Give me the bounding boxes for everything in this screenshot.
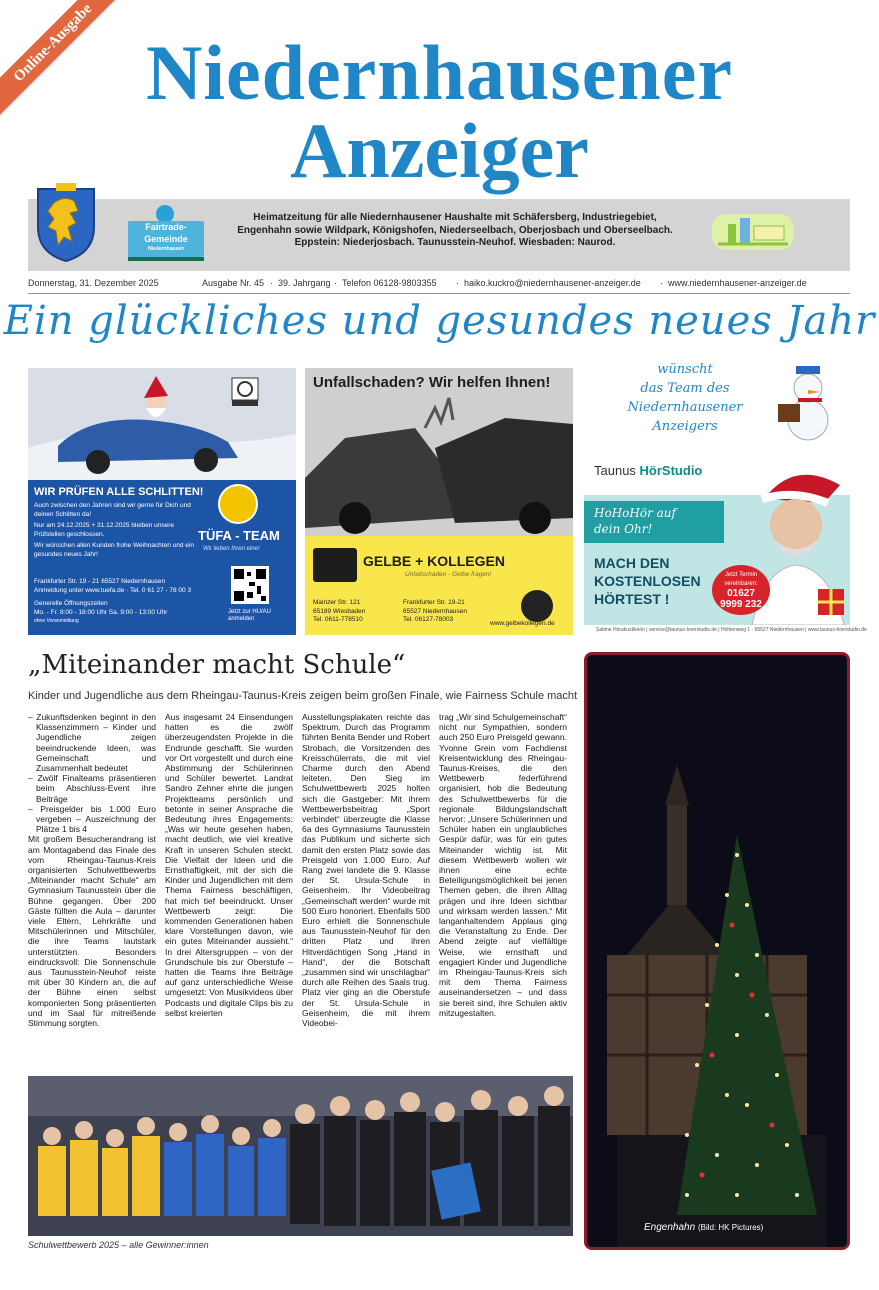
column-1-text: Mit großem Besucherandrang ist am Montagabend das Finale des vom Rheingau-Taunus-Kreis organisierten Schulwettbewerbs „Miteinander macht Schule“ am Gymnasium Taunusstein über die Bühne gegangen. Über 200 Gäste füllten die Aula – darunter viele Eltern, Lehrkräfte und Mitschülerinnen und Mitschüler, die ihre Teams lautstark unterstützten. Besonders eindrucksvoll: Die Sonnenschule aus Taunusstein-Neuhof reiste mit über 30 Kindern an, die auf der Bühne einen selbst komponierten Song präsentierten und im Saal für mitreißende Stimmung sorgten. [28,834,156,1029]
tuefa-hours-note: ohne Voranmeldung [34,618,79,624]
hoerstudio-footer: Sabine Hörakustikerin | service@taunus-hoerstudio.de | Höhlenweg 1 · 65527 Niedernhausen | www.taunus-hoerstudio.de [596,627,867,633]
gelbe-addr1-street: Mainzer Str. 121 [313,599,361,606]
fairtrade-line1: Fairtrade- [145,222,187,232]
cta-line3: HÖRTEST ! [594,591,670,607]
gelbe-addr2-city: 65527 Niedernhausen [403,607,467,615]
gelbe-addr1-city: 65189 Wiesbaden [313,607,366,615]
article-title: „Miteinander macht Schule“ [28,650,406,680]
fairtrade-line2: Gemeinde [144,234,188,244]
masthead-line2: Anzeiger [290,107,589,194]
gelbe-addr2-phone: Tel. 06127-78003 [403,616,454,623]
article-column-1 [28,712,156,1070]
city-skyline-logo-icon [710,210,796,254]
gelbe-brand: GELBE + KOLLEGEN [363,553,505,569]
christmas-tree-illustration [587,655,847,1247]
fairtrade-box [128,221,204,257]
tree-photo-caption [644,1222,763,1233]
issue-year: 39. Jahrgang [278,278,331,288]
article-bullets [28,712,156,834]
masthead-line1: Niedernhausener [146,29,733,116]
online-edition-ribbon: Online-Ausgabe [0,0,129,119]
tuefa-phone: Anmeldung unter www.tuefa.de · Tel. 0 61 27 - 78 00 3 [34,586,192,594]
sun-logo-icon [218,484,258,524]
tow-truck-logo-icon [313,548,357,582]
column-3-text: Ausstellungsplakaten reichte das Spektrum. Durch das Programm führten Benita Bender und Robert Strobach, die Vorsitzenden des Kreisschülerrats, die mit viel Charme durch den Abend leiteten. Den Sieg im Schulwettbewerb 2025 holten sich die Gastgeber: Mit ihrem Wettbewerbsbeitrag „Sport verbindet“ überzeugte die Klasse 6a des Gymnasiums Taunusstein das Publikum und sicherte sich damit den ersten Platz sowie das Preisgeld von 1.000 Euro. Auf Rang zwei landete die 9. Klasse der St. Ursula-Schule in Geisenheim. Ihr Videobeitrag „Gemeinschaft werden“ wurde mit 500 Euro honoriert. Ebenfalls 500 Euro erhielt die Sonnenschule aus Taunusstein-Neuhof für den dritten Platz und ihren Hitverdächtigen Song „Hand in Hand“, der die Botschaft „zusammen sind wir unschlagbar“ durch alle Reihen des Saals trug. Platz vier ging an die Oberstufe der St. Ursula-Schule in Geisenheim, die mit ihrem Videobei- [302,712,430,1029]
issue-number: Ausgabe Nr. 45 [202,278,265,288]
article-subtitle: Kinder und Jugendliche aus dem Rheingau-Taunus-Kreis zeigen beim großen Finale, wie Fairness Schule macht [28,690,578,702]
website-link[interactable]: www.niedernhausener-anzeiger.de [668,278,807,288]
ad-hoerstudio[interactable] [584,451,850,625]
qr-note-line2: anmelden [228,616,255,622]
gelbe-addr1-phone: Tel. 0611-778510 [313,616,363,623]
phone-part2: 9999 232 [720,599,762,610]
gelbe-address-niedernhausen [403,599,467,625]
bullet-2: – Zwölf Finalteams präsentieren beim Abschluss-Event ihre Beiträge [36,773,156,804]
cta-line1: MACH DEN [594,555,670,571]
tree-photo-credit: (Bild: HK Pictures) [697,1223,764,1232]
ad-gelbe-kollegen[interactable] [305,368,573,635]
tuefa-headline: WIR PRÜFEN ALLE SCHLITTEN! [34,486,204,498]
issue-date: Donnerstag, 31. Dezember 2025 [28,278,159,288]
article-column-4 [439,712,567,1070]
qr-code-icon[interactable] [231,566,269,604]
tuefa-line2: Nur am 24.12.2025 + 31.12.2025 bleiben unsere Prüfstellen geschlossen. [34,522,175,538]
tuefa-line3: Wir wünschen allen Kunden frohe Weihnachten und ein gesundes neues Jahr! [34,542,194,558]
coat-of-arms-icon [34,183,98,263]
tuv-logo-icon [230,376,260,408]
gelbe-website[interactable]: www.gelbekollegen.de [490,620,555,627]
team-wishes [600,360,770,436]
cta-line2: KOSTENLOSEN [594,573,701,589]
tuefa-slogan: Wir lieben Ihren eine! [203,546,260,552]
phone-part1: 01627 [727,588,755,599]
ad-tuefa[interactable] [28,368,296,635]
email-link[interactable]: haiko.kuckro@niedernhausener-anzeiger.de [464,278,641,288]
christmas-tree-photo [584,652,850,1250]
hoerstudio-bubble-text [594,505,676,537]
phone-number: Telefon 06128-9803355 [342,278,437,288]
new-year-greeting: Ein glückliches und gesundes neues Jahr [3,298,876,344]
hoerstudio-phone-badge[interactable] [712,565,770,615]
coverage-description: Heimatzeitung für alle Niedernhausener Haushalte mit Schäfersberg, Industriegebiet, Engenhahn sowie Wildpark, Königshofen, Niederseelbach, Oberjosbach und Oberseelbach. Eppstein: Niederjosbach. Taunusstein-Neuhof. Wiesbaden: Naurod. [237,212,673,248]
gelbe-addr2-street: Frankfurter Str. 19-21 [403,599,465,606]
tuefa-hours: Mo. - Fr. 8:00 - 18:00 Uhr Sa. 9:00 - 13:00 Uhr [34,608,168,616]
tuefa-line1: Auch zwischen den Jahren sind wir gerne für Dich und deinen Schlitten da! [34,502,191,518]
quality-seal-icon [521,590,553,622]
team-wishes-line1: wünscht [657,362,713,377]
fairtrade-strip [128,257,204,261]
article-column-3 [302,712,430,1070]
info-line: Donnerstag, 31. Dezember 2025 Ausgabe Nr. 45 · 39. Jahrgang · Telefon 06128-9803355 · haiko.kuckro@niedernhausener-anzeiger.de · www.niedernhausener-anzeiger.de [28,278,807,288]
team-wishes-line4: Anzeigers [652,419,718,434]
bullet-1: – Zukunftsdenken beginnt in den Klassenzimmern – Kinder und Jugendliche zeigen beeindruckende Ideen, was Gemeinschaft und Zusammenhalt bedeutet [36,712,156,773]
team-wishes-line3: Niedernhausener [627,400,743,415]
hoerstudio-cta [594,554,701,608]
qr-note [228,609,271,623]
bubble-line1: HoHoHör auf [594,506,676,520]
gelbe-slogan: Unfallschaden - Gelbe fragen! [405,571,492,578]
bubble-line2: dein Ohr! [594,522,653,536]
bullet-3: – Preisgelder bis 1.000 Euro vergeben – Auszeichnung der Plätze 1 bis 4 [36,804,156,835]
hoerstudio-logo: Taunus HörStudio [594,463,703,478]
group-photo-caption: Schulwettbewerb 2025 – alle Gewinner:innen [28,1240,209,1250]
gelbe-address-wiesbaden [313,599,365,625]
fairtrade-line3: Niedernhausen [147,246,185,252]
tuefa-brand: TÜFA - TEAM [198,528,280,543]
phone-note: Jetzt Termin vereinbaren: [724,572,758,587]
crash-car-photo [305,368,573,536]
snowman-icon [770,360,840,444]
group-photo [28,1076,573,1236]
gelbe-title: Unfallschaden? Wir helfen Ihnen! [313,374,551,391]
column-2-text: Aus insgesamt 24 Einsendungen hatten es die zwölf überzeugendsten Projekte in die Endrunde geschafft. Sie wurden vor Ort vorgestellt und durch eine Abstimmung der Schülerinnen und Schüler bewertet. Landrat Sandro Zehner ehrte die jungen Projektteams persönlich und betonte in seiner Ansprache die Bedeutung ihres Engagements: „Was wir heute gesehen haben, macht deutlich, wie viel kreative Kraft in unseren Schulen steckt. Die Vielfalt der Ideen und die Ernsthaftigkeit, mit der sich die Kinder und Jugendlichen mit dem Thema Fairness beschäftigen, hat mich tief beeindruckt. Unser Wettbewerb zeigt: Die kommenden Generationen haben klare Vorstellungen davon, wie ein gutes Miteinander aussieht.“ In drei Altersgruppen – von der Grundschule bis zur Oberstufe – hatten die Teams ihre Beiträge auf ganz unterschiedliche Weise umgesetzt: Von Musikvideos über Podcasts und digitale Clips bis zu selbst kreierten [165,712,293,1018]
divider [28,293,850,294]
tuefa-address: Frankfurter Str. 19 - 21 65527 Niedernhausen [34,578,166,585]
tree-caption-place: Engenhahn [644,1222,696,1233]
fairtrade-logo [128,205,204,261]
column-4-text: trag „Wir sind Schulgemeinschaft“ nicht nur Sympathien, sondern auch 250 Euro Preisgeld gewann. Yvonne Grein vom Fachdienst Kreisentwicklung des Rheingau-Taunus-Kreises, die den Wettbewerb federführend organisiert, hob die Bedeutung des Schulwettbewerbs für die regionale Bildungslandschaft hervor: „Unsere Schülerinnen und Schüler haben ein unglaubliches Gespür dafür, was für ein gutes Miteinander wichtig ist. Mit diesem Wettbewerb wollen wir ihnen eine echte Beteiligungsmöglichkeit bei jenen Themen geben, die ihren Alltag prägen und ihre Ideen sichtbar und wirksam werden lassen.“ Mit langanhaltendem Applaus ging die Veranstaltung zu Ende. Der Abend zeigte auf vielfältige Weise, wie ernsthaft und engagiert Kinder und Jugendliche im Rheingau-Taunus-Kreis sich mit dem Thema Fairness auseinandersetzen – und dass sie bereit sind, ihre Schulen aktiv mitzugestalten. [439,712,567,1018]
tuefa-hours-title: Generelle Öffnungszeiten [34,600,108,607]
qr-note-line1: Jetzt zur HU/AU [228,609,272,615]
team-wishes-line2: das Team des [640,381,730,396]
tuefa-text [34,502,194,562]
tuefa-contact [34,578,234,626]
article-column-2 [165,712,293,1070]
